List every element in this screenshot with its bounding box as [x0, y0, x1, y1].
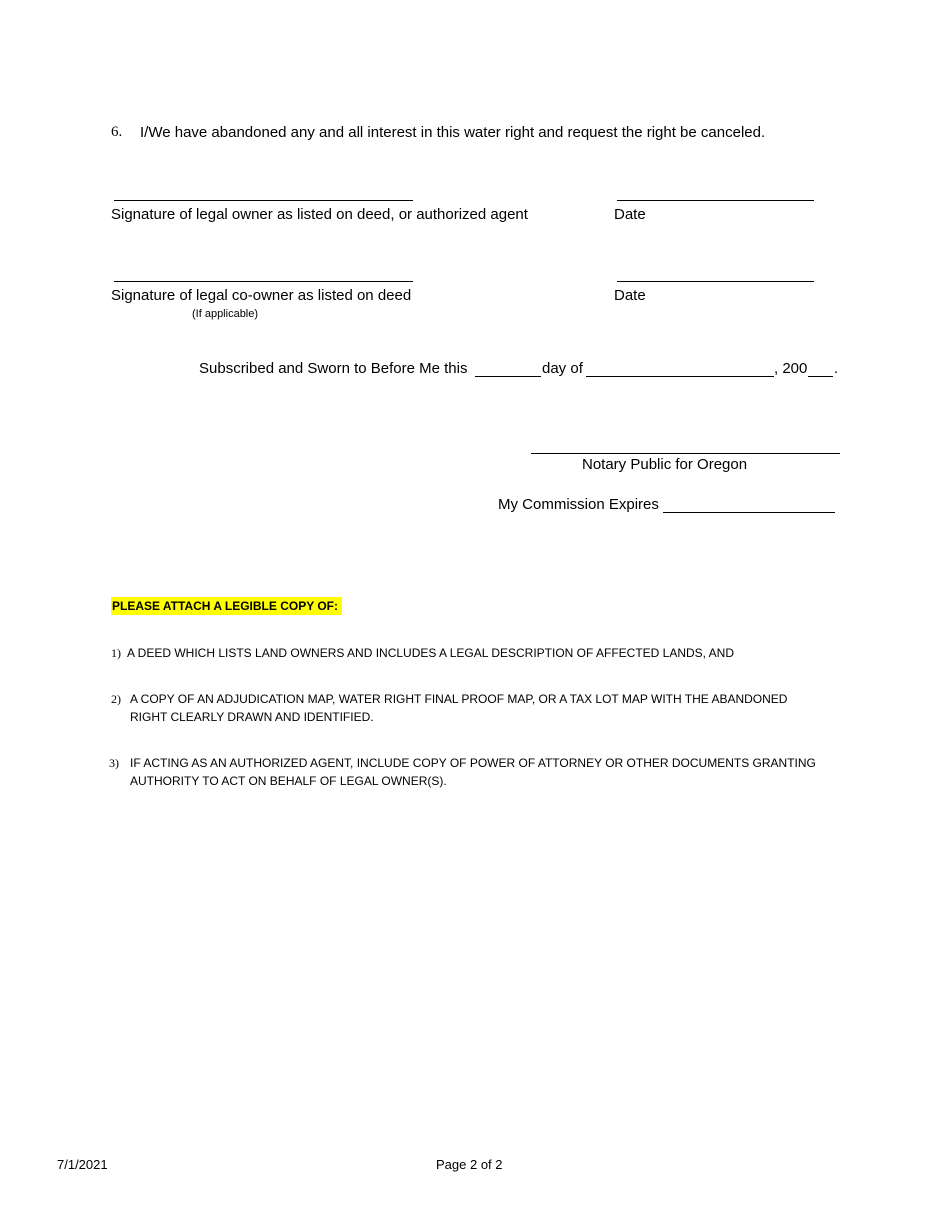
sworn-day-of: day of: [542, 360, 583, 377]
commission-expires-label: My Commission Expires: [498, 496, 659, 513]
sworn-prefix: Subscribed and Sworn to Before Me this: [199, 360, 468, 377]
sworn-month-line[interactable]: [586, 376, 774, 377]
attach-item-2-line-2: RIGHT CLEARLY DRAWN AND IDENTIFIED.: [130, 710, 374, 724]
coowner-date-label: Date: [614, 287, 646, 304]
coowner-signature-line[interactable]: [114, 281, 413, 282]
notary-signature-line[interactable]: [531, 453, 840, 454]
sworn-year-line[interactable]: [808, 376, 833, 377]
footer-date: 7/1/2021: [57, 1157, 108, 1172]
owner-signature-line[interactable]: [114, 200, 413, 201]
attach-item-3-number: 3): [109, 756, 119, 770]
statement-number: 6.: [111, 124, 123, 140]
owner-date-line[interactable]: [617, 200, 814, 201]
attach-heading: PLEASE ATTACH A LEGIBLE COPY OF:: [111, 597, 342, 615]
coowner-signature-label: Signature of legal co-owner as listed on deed: [111, 287, 412, 304]
attach-item-2-number: 2): [111, 692, 121, 706]
notary-title: Notary Public for Oregon: [582, 456, 748, 473]
coowner-applicable-note: (If applicable): [192, 308, 259, 320]
owner-date-label: Date: [614, 206, 646, 223]
attach-item-1-line-1: A DEED WHICH LISTS LAND OWNERS AND INCLUDES A LEGAL DESCRIPTION OF AFFECTED LANDS, AND: [127, 646, 735, 660]
commission-expires-line[interactable]: [663, 512, 835, 513]
owner-signature-label: Signature of legal owner as listed on deed, or authorized agent: [111, 206, 528, 223]
coowner-date-line[interactable]: [617, 281, 814, 282]
sworn-year-prefix: , 200: [774, 360, 808, 377]
attach-item-3-line-2: AUTHORITY TO ACT ON BEHALF OF LEGAL OWNER(S).: [130, 774, 447, 788]
attach-item-3-line-1: IF ACTING AS AN AUTHORIZED AGENT, INCLUDE COPY OF POWER OF ATTORNEY OR OTHER DOCUMENTS GRANTING: [130, 756, 816, 770]
attach-item-1-number: 1): [111, 646, 121, 660]
statement-text: I/We have abandoned any and all interest in this water right and request the right be canceled.: [140, 124, 766, 141]
attach-item-2-line-1: A COPY OF AN ADJUDICATION MAP, WATER RIGHT FINAL PROOF MAP, OR A TAX LOT MAP WITH THE ABANDONED: [130, 692, 788, 706]
sworn-period: .: [834, 360, 839, 377]
sworn-day-line[interactable]: [475, 376, 541, 377]
footer-page-number: Page 2 of 2: [436, 1157, 503, 1172]
